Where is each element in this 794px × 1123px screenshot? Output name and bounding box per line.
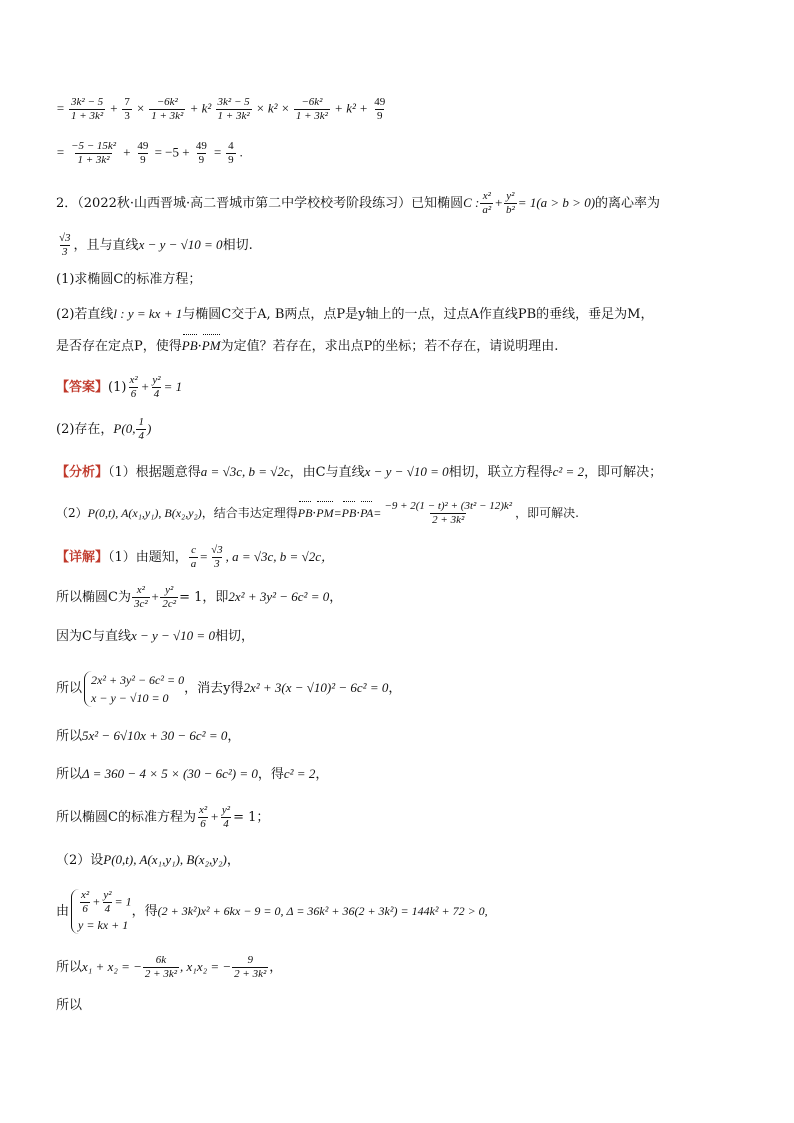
analysis-line-2: （2）P(0,t), A(x₁,y₁), B(x₂,y₂)，结合韦达定理得PB·PM=PB·PA= $\frac{\text{−9 + 2(1 − t)² + (3t² − 12)k²}}{\text{2 + 3k²}}$ ，即可解决. — [56, 500, 579, 526]
eq-sign: = — [56, 100, 65, 116]
fraction: $\frac{49}{9}$ — [137, 140, 149, 166]
fraction: $\frac{\text{−9 + 2(1 − t)² + (3t² − 12)k²}}{\text{2 + 3k²}}$ — [384, 500, 513, 526]
analysis-line-1: 【分析】（1）根据题意得a = √3c, b = √2c，由C与直线x − y − √10 = 0相切，联立方程得c² = 2，即可解决； — [56, 464, 663, 480]
analysis-label: 【分析】 — [56, 465, 109, 480]
equation-line-2: = $\frac{\text{−5 − 15k²}}{\text{1 + 3k²}}$ + $\frac{49}{9}$ = −5 + $\frac{49}{9}$ = $\frac{4}{9}$ . — [56, 140, 244, 166]
fraction: $\frac{6k}{\text{2 + 3k²}}$ — [144, 954, 178, 980]
fraction: $\frac{\text{x²}}{6}$ — [129, 374, 138, 400]
equation-line-1: = $\frac{\text{3k² − 5}}{\text{1 + 3k²}}$ + $\frac{7}{3}$ × $\frac{\text{−6k²}}{\text{1 + 3k²}}$ + k² $\frac{\text{3k² − 5}}{\text{1 + 3k²}}$ × k² × $\frac{\text{−6k²}}{\text{1 + 3k²}}$ + k² + $\frac{49}{9}$ — [56, 96, 386, 122]
detail-line-1: 【详解】（1）由题知， $\frac{c}{a}$ = $\frac{√3}{3}$ , a = √3c, b = √2c， — [56, 544, 334, 570]
problem-number: 2． — [56, 196, 78, 211]
vector: PB — [342, 503, 357, 523]
vector: PM — [202, 336, 221, 356]
detail-line-6: 所以Δ = 360 − 4 × 5 × (30 − 6c²) = 0，得c² = 2， — [56, 766, 329, 782]
detail-line-2: 所以椭圆C为 $\frac{\text{x²}}{\text{3c²}}$ + $\frac{\text{y²}}{\text{2c²}}$ = 1，即2x² + 3y² − 6c² = 0， — [56, 584, 343, 610]
vector: PA — [360, 503, 373, 523]
detail-line-5: 所以5x² − 6√10x + 30 − 6c² = 0， — [56, 728, 241, 744]
fraction: $\frac{\text{x²}}{\text{a²}}$ — [482, 190, 492, 216]
detail-line-10: 所以x₁ + x₂ = − $\frac{6k}{\text{2 + 3k²}}$ , x₁x₂ = − $\frac{9}{\text{2 + 3k²}}$ ， — [56, 954, 283, 980]
vector: PB — [182, 336, 198, 356]
fraction: $\frac{7}{3}$ — [124, 96, 130, 122]
fraction: $\frac{√3}{3}$ — [59, 232, 71, 258]
detail-line-3: 因为C与直线x − y − √10 = 0相切， — [56, 628, 254, 644]
equation-system: 2x² + 3y² − 6c² = 0 x − y − √10 = 0 — [84, 671, 184, 707]
fraction: $\frac{\text{y²}}{4}$ — [152, 374, 161, 400]
fraction: $\frac{\text{x²}}{6}$ — [81, 889, 90, 915]
fraction: $\frac{9}{\text{2 + 3k²}}$ — [234, 954, 267, 980]
problem-source: （2022秋·山西晋城·高二晋城市第二中学校校考阶段练习）已知椭圆 — [77, 196, 464, 211]
detail-line-9: 由 $\frac{\text{x²}}{6}$ + $\frac{\text{y²}}{4}$ = 1 y = kx + 1 ，得(2 + 3k²)x² + 6kx − 9 = 0, Δ = 36k² + 36(2 + 3k²) = 144k² + 72 > 0, — [56, 889, 488, 932]
detail-label: 【详解】 — [56, 550, 109, 565]
detail-line-8: （2）设P(0,t), A(x₁,y₁), B(x₂,y₂)， — [56, 852, 240, 868]
question-1: (1)求椭圆C的标准方程； — [56, 272, 202, 287]
question-2: (2)若直线l : y = kx + 1与椭圆C交于A, B两点，点P是y轴上的一点，过点A作直线PB的垂线，垂足为M， — [56, 306, 654, 322]
fraction: $\frac{4}{9}$ — [228, 140, 234, 166]
fraction: $\frac{√3}{3}$ — [211, 544, 223, 570]
fraction: $\frac{\text{y²}}{4}$ — [103, 889, 112, 915]
fraction: $\frac{\text{x²}}{6}$ — [198, 804, 208, 830]
fraction: $\frac{1}{4}$ — [138, 416, 144, 442]
detail-line-4: 所以 2x² + 3y² − 6c² = 0 x − y − √10 = 0 ，消去y得2x² + 3(x − √10)² − 6c² = 0， — [56, 672, 402, 705]
detail-line-7: 所以椭圆C的标准方程为 $\frac{\text{x²}}{6}$ + $\frac{\text{y²}}{4}$ = 1； — [56, 804, 270, 830]
answer-line-1: 【答案】(1) $\frac{\text{x²}}{6}$ + $\frac{\text{y²}}{4}$ = 1 — [56, 374, 183, 400]
fraction: $\frac{\text{3k² − 5}}{\text{1 + 3k²}}$ — [217, 96, 250, 122]
fraction: $\frac{\text{3k² − 5}}{\text{1 + 3k²}}$ — [71, 96, 104, 122]
fraction: $\frac{\text{x²}}{\text{3c²}}$ — [133, 584, 148, 610]
problem-statement-cont: $\frac{√3}{3}$ ，且与直线x − y − √10 = 0相切. — [59, 232, 253, 258]
fraction: $\frac{c}{a}$ — [190, 544, 197, 570]
fraction: $\frac{\text{−5 − 15k²}}{\text{1 + 3k²}}$ — [71, 140, 117, 166]
answer-label: 【答案】 — [56, 380, 109, 395]
fraction: $\frac{\text{−6k²}}{\text{1 + 3k²}}$ — [295, 96, 328, 122]
fraction: $\frac{49}{9}$ — [195, 140, 207, 166]
detail-line-11: 所以 — [56, 998, 83, 1013]
fraction: $\frac{\text{y²}}{4}$ — [221, 804, 231, 830]
equation-system: $\frac{\text{x²}}{6}$ + $\frac{\text{y²}}{4}$ = 1 y = kx + 1 — [71, 889, 132, 934]
fraction: $\frac{\text{−6k²}}{\text{1 + 3k²}}$ — [151, 96, 184, 122]
fraction: $\frac{\text{y²}}{\text{b²}}$ — [505, 190, 515, 216]
problem-statement: 2．（2022秋·山西晋城·高二晋城市第二中学校校考阶段练习）已知椭圆C : $\frac{\text{x²}}{\text{a²}}$ + $\frac{\text{y²}}{\text{b²}}$ = 1(a > b > 0)的离心率为 — [56, 190, 661, 216]
fraction: $\frac{49}{9}$ — [374, 96, 386, 122]
vector: PB — [298, 503, 313, 523]
question-2-cont: 是否存在定点P，使得PB·PM为定值？若存在，求出点P的坐标；若不存在，请说明理由. — [56, 338, 559, 354]
vector: PM — [316, 503, 333, 523]
fraction: $\frac{\text{y²}}{\text{2c²}}$ — [162, 584, 177, 610]
answer-line-2: (2)存在，P(0, $\frac{1}{4}$ ) — [56, 416, 152, 442]
